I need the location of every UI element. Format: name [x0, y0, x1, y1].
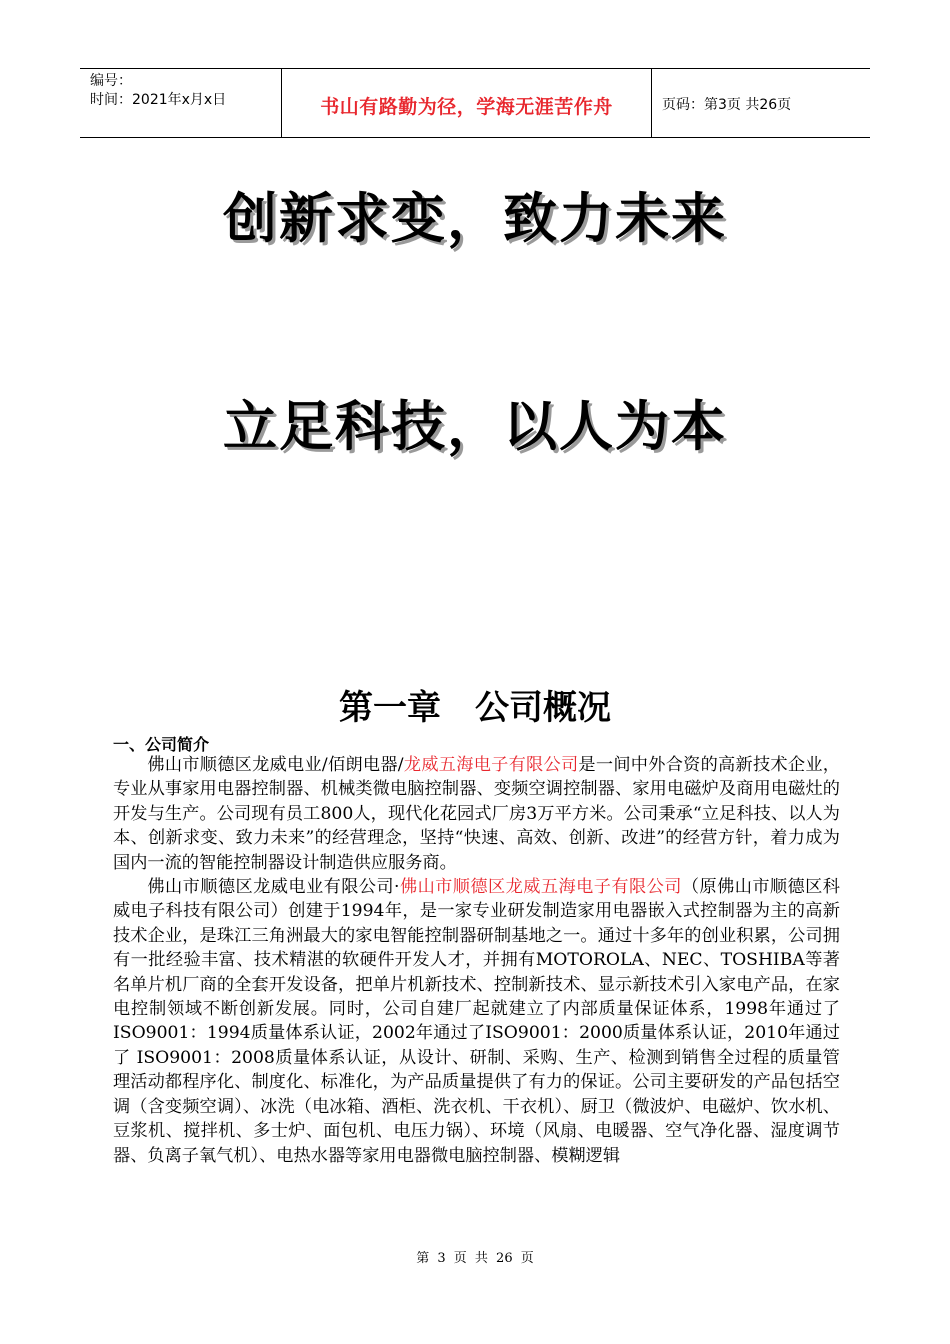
- document-header: [80, 68, 870, 138]
- paragraph-2-highlight: 佛山市顺德区龙威五海电子有限公司: [399, 877, 682, 898]
- paragraph-1-pre: 佛山市顺德区龙威电业/佰朗电器/: [147, 755, 404, 775]
- slogan-technology: 立足科技，以人为本: [223, 395, 727, 458]
- header-motto: 书山有路勤为径，学海无涯苦作舟: [282, 69, 652, 137]
- paragraph-2-post: （原佛山市顺德区科威电子科技有限公司）创建于1994年，是一家专业研发制造家用电器嵌入式控制器为主的高新技术企业，是珠江三角洲最大的家电智能控制器研制基地之一。通过十多年的创业积累，公司拥有一批经验丰富、技术精湛的软硬件开发人才，并拥有MOTOROLA、NEC、TOSHIBA等著名单片机厂商的全套开发设备，把单片机新技术、控制新技术、显示新技术引入家电产品，在家电控制领域不断创新发展。同时，公司自建厂起就建立了内部质量保证体系，1998年通过了ISO9001：1994质量体系认证，2002年通过了ISO9001：2000质量体系认证，2010年通过了 ISO9001：2008质量体系认证，从设计、研制、采购、生产、检测到销售全过程的质量管理活动都程序化、制度化、标准化，为产品质量提供了有力的保证。公司主要研发的产品包括空调（含变频空调）、冰洗（电冰箱、酒柜、洗衣机、干衣机）、厨卫（微波炉、电磁炉、饮水机、豆浆机、搅拌机、多士炉、面包机、电压力锅）、环境（风扇、电暖器、空气净化器、湿度调节器、负离子氧气机）、电热水器等家用电器微电脑控制器、模糊逻辑: [113, 877, 840, 1166]
- page-footer: 第 3 页 共 26 页: [416, 1251, 534, 1266]
- header-meta-cell: [80, 69, 282, 137]
- number-label: 编号：: [90, 73, 132, 89]
- section-title: 一、公司简介: [113, 735, 210, 754]
- paragraph-1-highlight: 龙威五海电子有限公司: [403, 755, 579, 775]
- paragraph-1: [113, 753, 840, 875]
- paragraph-2: [113, 875, 840, 1168]
- paragraph-2-pre: 佛山市顺德区龙威电业有限公司·: [147, 877, 400, 898]
- company-intro-body: [113, 753, 840, 1168]
- header-page-info: 页码：第3页 共26页: [662, 97, 792, 113]
- date-label: 时间：2021年x月x日: [90, 92, 227, 108]
- slogan-innovation: 创新求变，致力未来: [223, 187, 727, 250]
- paragraph-1-post: 是一间中外合资的高新技术企业，专业从事家用电器控制器、机械类微电脑控制器、变频空调控制器、家用电磁炉及商用电磁灶的开发与生产。公司现有员工800人，现代化花园式厂房3万平方米。公司秉承“立足科技、以人为本、创新求变、致力未来”的经营理念，坚持“快速、高效、创新、改进”的经营方针，着力成为国内一流的智能控制器设计制造供应服务商。: [113, 755, 840, 873]
- chapter-title: 第一章 公司概况: [339, 688, 611, 728]
